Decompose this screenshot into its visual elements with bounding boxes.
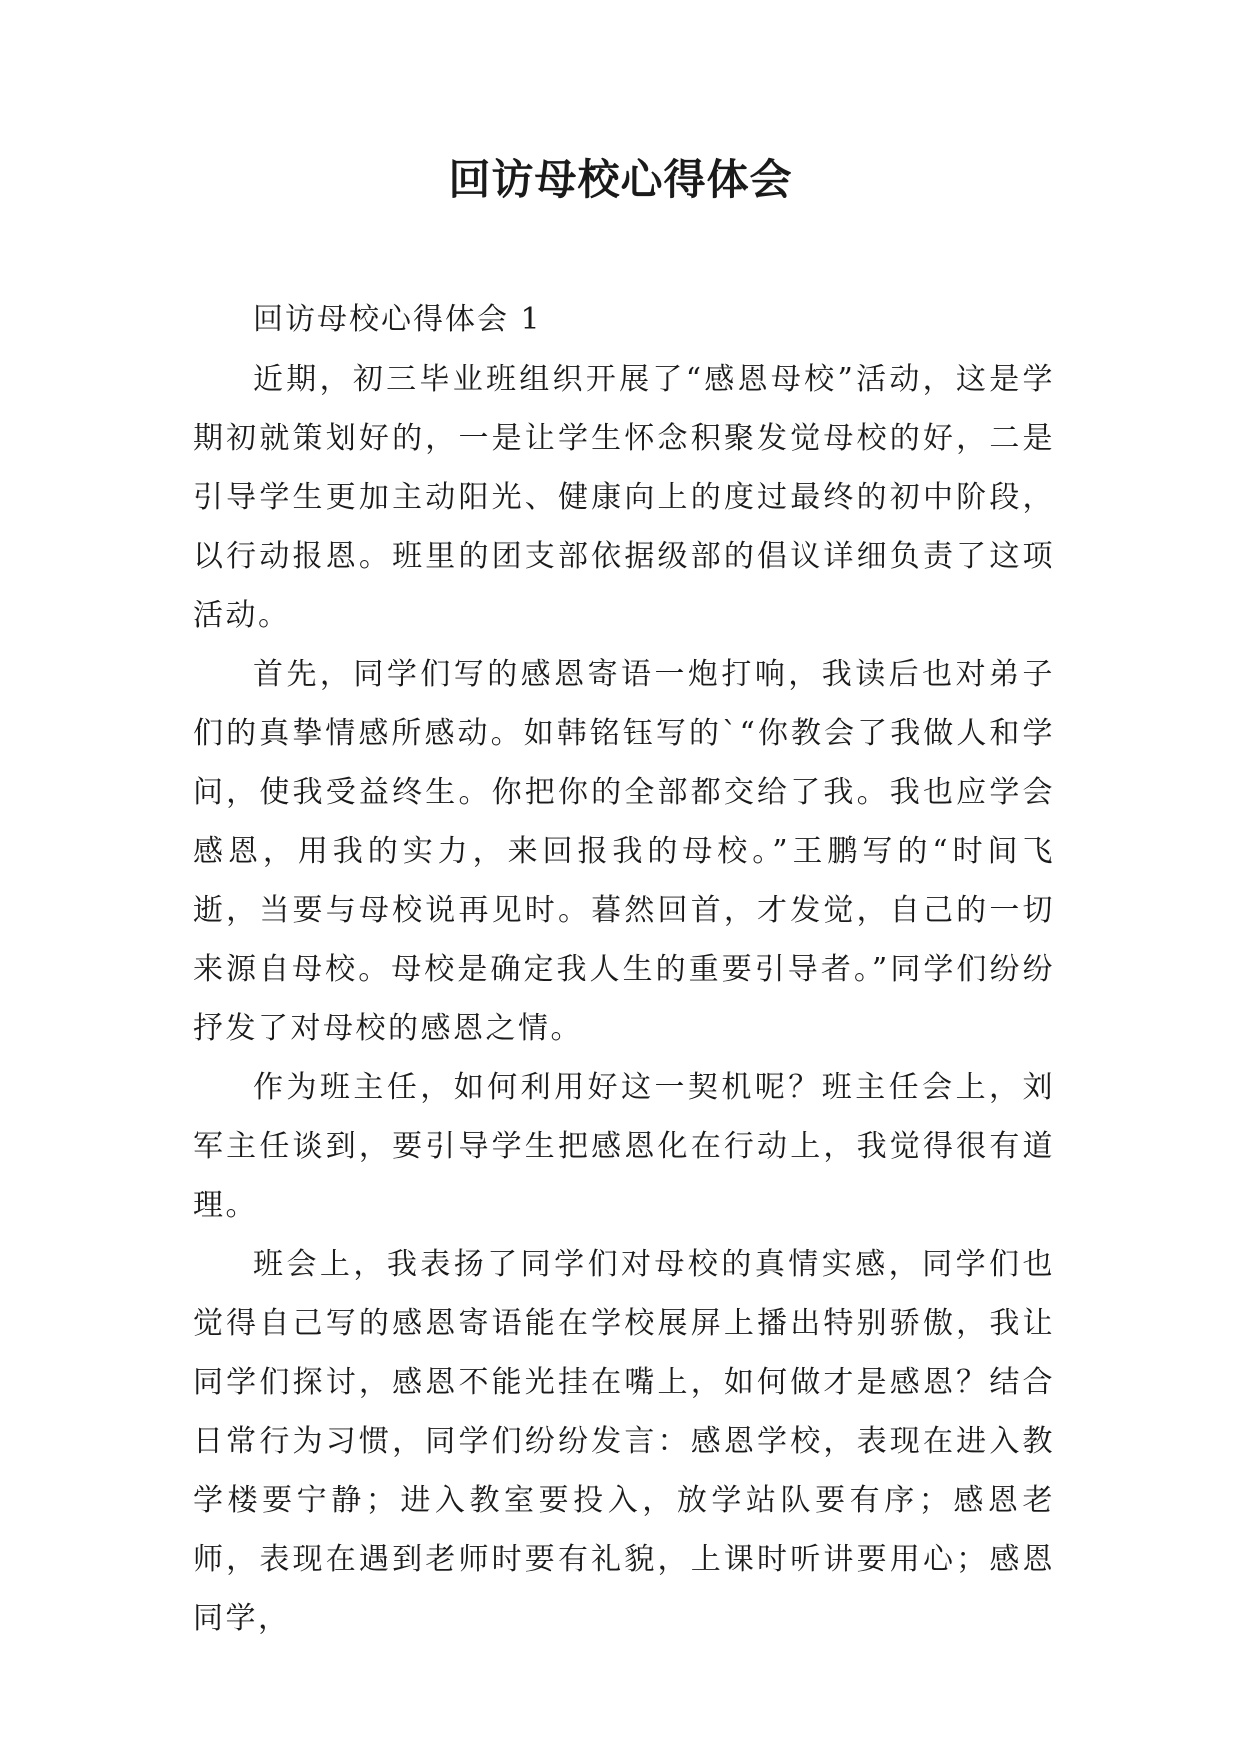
paragraph-2: 首先，同学们写的感恩寄语一炮打响，我读后也对弟子们的真挚情感所感动。如韩铭钰写的`“你教会了我做人和学问，使我受益终生。你把你的全部都交给了我。我也应学会感恩，用我的实力，来回报我的母校。”王鹏写的“时间飞逝，当要与母校说再见时。暮然回首，才发觉，自己的一切来源自母校。母校是确定我人生的重要引导者。”同学们纷纷抒发了对母校的感恩之情。 bbox=[193, 657, 1055, 1046]
document-title: 回访母校心得体会 bbox=[448, 155, 793, 204]
paragraph-4: 班会上，我表扬了同学们对母校的真情实感，同学们也觉得自己写的感恩寄语能在学校展屏上播出特别骄傲，我让同学们探讨，感恩不能光挂在嘴上，如何做才是感恩？结合日常行为习惯，同学们纷纷发言：感恩学校，表现在进入教学楼要宁静；进入教室要投入，放学站队要有序；感恩老师，表现在遇到老师时要有礼貌，上课时听讲要用心；感恩同学， bbox=[193, 1247, 1055, 1636]
section-heading: 回访母校心得体会 1 bbox=[253, 302, 542, 337]
document-body bbox=[193, 290, 1055, 1648]
paragraph-3: 作为班主任，如何利用好这一契机呢？班主任会上，刘军主任谈到，要引导学生把感恩化在行动上，我觉得很有道理。 bbox=[193, 1070, 1055, 1223]
paragraph-1: 近期，初三毕业班组织开展了“感恩母校”活动，这是学期初就策划好的，一是让学生怀念积聚发觉母校的好，二是引导学生更加主动阳光、健康向上的度过最终的初中阶段，以行动报恩。班里的团支部依据级部的倡议详细负责了这项活动。 bbox=[193, 362, 1055, 633]
